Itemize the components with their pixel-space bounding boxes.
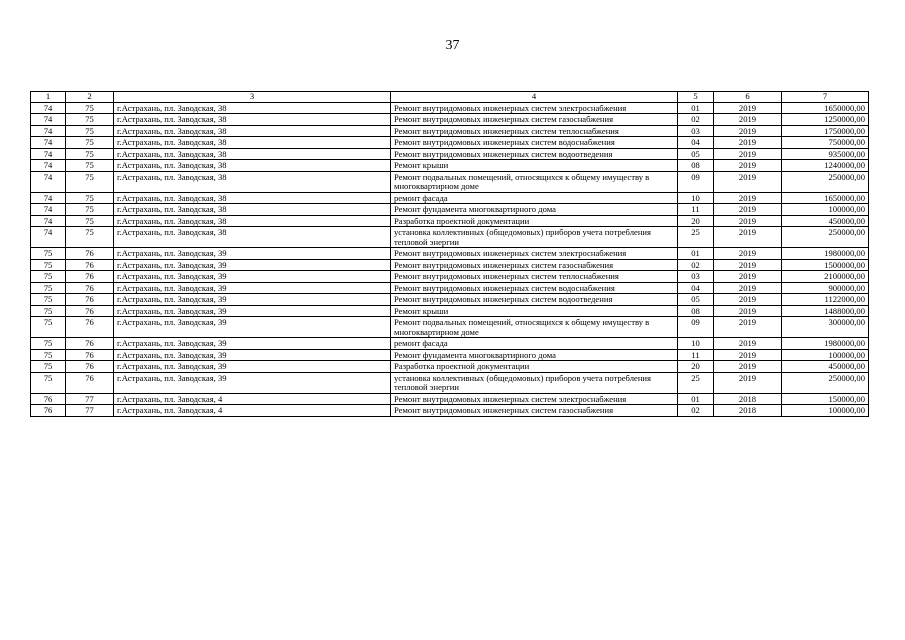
house-number-cell: 75 [66, 204, 114, 216]
row-number-cell: 74 [31, 125, 66, 137]
row-number-cell: 75 [31, 271, 66, 283]
table-row [31, 361, 869, 373]
table-row [31, 294, 869, 306]
house-number-cell: 76 [66, 317, 114, 338]
cost-cell: 1650000,00 [782, 192, 869, 204]
address-cell: г.Астрахань, пл. Заводская, 38 [114, 204, 391, 216]
table-row [31, 227, 869, 248]
work-code-cell: 08 [678, 305, 714, 317]
row-number-cell: 75 [31, 317, 66, 338]
work-type-cell: Ремонт внутридомовых инженерных систем теплоснабжения [391, 271, 678, 283]
work-type-cell: Ремонт внутридомовых инженерных систем газоснабжения [391, 259, 678, 271]
work-type-cell: установка коллективных (общедомовых) приборов учета потребления тепловой энергии [391, 227, 678, 248]
row-number-cell: 74 [31, 160, 66, 172]
address-cell: г.Астрахань, пл. Заводская, 39 [114, 294, 391, 306]
page-number: 37 [445, 38, 460, 53]
row-number-cell: 75 [31, 294, 66, 306]
row-number-cell: 74 [31, 215, 66, 227]
house-number-cell: 76 [66, 282, 114, 294]
cost-cell: 100000,00 [782, 349, 869, 361]
works-table [30, 91, 869, 417]
table-row [31, 338, 869, 350]
work-type-cell: Ремонт внутридомовых инженерных систем электроснабжения [391, 248, 678, 260]
work-type-cell: установка коллективных (общедомовых) приборов учета потребления тепловой энергии [391, 372, 678, 393]
work-code-cell: 04 [678, 282, 714, 294]
work-code-cell: 03 [678, 271, 714, 283]
work-type-cell: Ремонт внутридомовых инженерных систем водоотведения [391, 148, 678, 160]
work-code-cell: 25 [678, 372, 714, 393]
address-cell: г.Астрахань, пл. Заводская, 39 [114, 271, 391, 283]
year-cell: 2019 [714, 338, 782, 350]
year-cell: 2019 [714, 317, 782, 338]
table-row [31, 215, 869, 227]
table-row [31, 259, 869, 271]
address-cell: г.Астрахань, пл. Заводская, 38 [114, 215, 391, 227]
work-type-cell: Ремонт внутридомовых инженерных систем водоснабжения [391, 282, 678, 294]
year-cell: 2019 [714, 148, 782, 160]
row-number-cell: 76 [31, 405, 66, 417]
table-row [31, 393, 869, 405]
table-row [31, 137, 869, 149]
work-code-cell: 25 [678, 227, 714, 248]
work-code-cell: 03 [678, 125, 714, 137]
table-row [31, 271, 869, 283]
cost-cell: 100000,00 [782, 204, 869, 216]
table-row [31, 405, 869, 417]
address-cell: г.Астрахань, пл. Заводская, 38 [114, 148, 391, 160]
year-cell: 2019 [714, 137, 782, 149]
table-row [31, 171, 869, 192]
year-cell: 2019 [714, 271, 782, 283]
year-cell: 2019 [714, 259, 782, 271]
work-code-cell: 02 [678, 259, 714, 271]
cost-cell: 1650000,00 [782, 102, 869, 114]
cost-cell: 1488000,00 [782, 305, 869, 317]
row-number-cell: 74 [31, 192, 66, 204]
house-number-cell: 75 [66, 148, 114, 160]
row-number-cell: 74 [31, 137, 66, 149]
table-row [31, 148, 869, 160]
house-number-cell: 75 [66, 171, 114, 192]
address-cell: г.Астрахань, пл. Заводская, 38 [114, 125, 391, 137]
table-row [31, 102, 869, 114]
column-header: 1 [31, 92, 66, 103]
house-number-cell: 76 [66, 349, 114, 361]
column-header: 3 [114, 92, 391, 103]
address-cell: г.Астрахань, пл. Заводская, 39 [114, 349, 391, 361]
cost-cell: 250000,00 [782, 227, 869, 248]
house-number-cell: 75 [66, 192, 114, 204]
work-type-cell: Ремонт внутридомовых инженерных систем водоотведения [391, 294, 678, 306]
work-code-cell: 09 [678, 171, 714, 192]
column-header: 7 [782, 92, 869, 103]
work-code-cell: 01 [678, 102, 714, 114]
column-header: 6 [714, 92, 782, 103]
house-number-cell: 76 [66, 305, 114, 317]
work-type-cell: Ремонт фундамента многоквартирного дома [391, 204, 678, 216]
year-cell: 2018 [714, 393, 782, 405]
work-code-cell: 08 [678, 160, 714, 172]
work-type-cell: Ремонт подвальных помещений, относящихся к общему имуществу в многоквартирном доме [391, 317, 678, 338]
year-cell: 2019 [714, 372, 782, 393]
work-code-cell: 02 [678, 114, 714, 126]
address-cell: г.Астрахань, пл. Заводская, 38 [114, 102, 391, 114]
year-cell: 2019 [714, 294, 782, 306]
address-cell: г.Астрахань, пл. Заводская, 38 [114, 227, 391, 248]
row-number-cell: 74 [31, 204, 66, 216]
year-cell: 2019 [714, 361, 782, 373]
work-type-cell: Ремонт подвальных помещений, относящихся к общему имуществу в многоквартирном доме [391, 171, 678, 192]
house-number-cell: 76 [66, 361, 114, 373]
house-number-cell: 77 [66, 405, 114, 417]
row-number-cell: 75 [31, 282, 66, 294]
work-code-cell: 20 [678, 215, 714, 227]
year-cell: 2018 [714, 405, 782, 417]
address-cell: г.Астрахань, пл. Заводская, 39 [114, 248, 391, 260]
row-number-cell: 76 [31, 393, 66, 405]
work-type-cell: Ремонт внутридомовых инженерных систем электроснабжения [391, 393, 678, 405]
row-number-cell: 75 [31, 305, 66, 317]
work-code-cell: 20 [678, 361, 714, 373]
row-number-cell: 74 [31, 102, 66, 114]
work-type-cell: Ремонт крыши [391, 305, 678, 317]
cost-cell: 1250000,00 [782, 114, 869, 126]
year-cell: 2019 [714, 114, 782, 126]
row-number-cell: 74 [31, 171, 66, 192]
table-row [31, 248, 869, 260]
work-code-cell: 09 [678, 317, 714, 338]
house-number-cell: 75 [66, 114, 114, 126]
year-cell: 2019 [714, 215, 782, 227]
address-cell: г.Астрахань, пл. Заводская, 39 [114, 338, 391, 350]
work-type-cell: Ремонт внутридомовых инженерных систем водоснабжения [391, 137, 678, 149]
cost-cell: 1750000,00 [782, 125, 869, 137]
address-cell: г.Астрахань, пл. Заводская, 39 [114, 305, 391, 317]
table-row [31, 204, 869, 216]
cost-cell: 250000,00 [782, 171, 869, 192]
work-code-cell: 11 [678, 204, 714, 216]
cost-cell: 2100000,00 [782, 271, 869, 283]
address-cell: г.Астрахань, пл. Заводская, 4 [114, 405, 391, 417]
cost-cell: 300000,00 [782, 317, 869, 338]
work-code-cell: 05 [678, 294, 714, 306]
work-code-cell: 01 [678, 393, 714, 405]
work-type-cell: Разработка проектной документации [391, 361, 678, 373]
address-cell: г.Астрахань, пл. Заводская, 39 [114, 361, 391, 373]
column-header: 2 [66, 92, 114, 103]
work-code-cell: 11 [678, 349, 714, 361]
cost-cell: 150000,00 [782, 393, 869, 405]
table-row [31, 114, 869, 126]
cost-cell: 1240000,00 [782, 160, 869, 172]
work-type-cell: ремонт фасада [391, 192, 678, 204]
house-number-cell: 75 [66, 215, 114, 227]
address-cell: г.Астрахань, пл. Заводская, 38 [114, 114, 391, 126]
work-type-cell: Ремонт внутридомовых инженерных систем электроснабжения [391, 102, 678, 114]
table-row [31, 160, 869, 172]
work-code-cell: 01 [678, 248, 714, 260]
year-cell: 2019 [714, 160, 782, 172]
address-cell: г.Астрахань, пл. Заводская, 39 [114, 282, 391, 294]
work-code-cell: 10 [678, 338, 714, 350]
year-cell: 2019 [714, 227, 782, 248]
work-code-cell: 04 [678, 137, 714, 149]
row-number-cell: 75 [31, 349, 66, 361]
year-cell: 2019 [714, 204, 782, 216]
house-number-cell: 77 [66, 393, 114, 405]
table-row [31, 192, 869, 204]
house-number-cell: 75 [66, 137, 114, 149]
address-cell: г.Астрахань, пл. Заводская, 39 [114, 317, 391, 338]
work-type-cell: Разработка проектной документации [391, 215, 678, 227]
column-header: 5 [678, 92, 714, 103]
house-number-cell: 75 [66, 125, 114, 137]
house-number-cell: 75 [66, 160, 114, 172]
year-cell: 2019 [714, 248, 782, 260]
table-row [31, 305, 869, 317]
address-cell: г.Астрахань, пл. Заводская, 38 [114, 137, 391, 149]
house-number-cell: 76 [66, 338, 114, 350]
work-code-cell: 10 [678, 192, 714, 204]
cost-cell: 1122000,00 [782, 294, 869, 306]
table-header-row [31, 92, 869, 103]
house-number-cell: 75 [66, 102, 114, 114]
row-number-cell: 75 [31, 338, 66, 350]
work-code-cell: 05 [678, 148, 714, 160]
address-cell: г.Астрахань, пл. Заводская, 4 [114, 393, 391, 405]
year-cell: 2019 [714, 282, 782, 294]
work-type-cell: Ремонт фундамента многоквартирного дома [391, 349, 678, 361]
cost-cell: 450000,00 [782, 361, 869, 373]
house-number-cell: 76 [66, 248, 114, 260]
year-cell: 2019 [714, 171, 782, 192]
year-cell: 2019 [714, 125, 782, 137]
row-number-cell: 75 [31, 259, 66, 271]
table-row [31, 125, 869, 137]
house-number-cell: 76 [66, 372, 114, 393]
address-cell: г.Астрахань, пл. Заводская, 39 [114, 259, 391, 271]
work-type-cell: Ремонт внутридомовых инженерных систем газоснабжения [391, 405, 678, 417]
cost-cell: 750000,00 [782, 137, 869, 149]
table-row [31, 282, 869, 294]
house-number-cell: 76 [66, 294, 114, 306]
house-number-cell: 76 [66, 271, 114, 283]
cost-cell: 935000,00 [782, 148, 869, 160]
work-type-cell: Ремонт крыши [391, 160, 678, 172]
work-type-cell: Ремонт внутридомовых инженерных систем газоснабжения [391, 114, 678, 126]
row-number-cell: 75 [31, 248, 66, 260]
table-row [31, 372, 869, 393]
address-cell: г.Астрахань, пл. Заводская, 38 [114, 171, 391, 192]
work-type-cell: ремонт фасада [391, 338, 678, 350]
row-number-cell: 74 [31, 148, 66, 160]
year-cell: 2019 [714, 192, 782, 204]
table-body [31, 102, 869, 416]
cost-cell: 1980000,00 [782, 248, 869, 260]
year-cell: 2019 [714, 349, 782, 361]
cost-cell: 100000,00 [782, 405, 869, 417]
row-number-cell: 75 [31, 361, 66, 373]
work-code-cell: 02 [678, 405, 714, 417]
house-number-cell: 76 [66, 259, 114, 271]
year-cell: 2019 [714, 102, 782, 114]
work-type-cell: Ремонт внутридомовых инженерных систем теплоснабжения [391, 125, 678, 137]
address-cell: г.Астрахань, пл. Заводская, 38 [114, 160, 391, 172]
cost-cell: 1500000,00 [782, 259, 869, 271]
row-number-cell: 75 [31, 372, 66, 393]
address-cell: г.Астрахань, пл. Заводская, 39 [114, 372, 391, 393]
address-cell: г.Астрахань, пл. Заводская, 38 [114, 192, 391, 204]
table-row [31, 317, 869, 338]
cost-cell: 250000,00 [782, 372, 869, 393]
row-number-cell: 74 [31, 227, 66, 248]
row-number-cell: 74 [31, 114, 66, 126]
cost-cell: 900000,00 [782, 282, 869, 294]
house-number-cell: 75 [66, 227, 114, 248]
cost-cell: 450000,00 [782, 215, 869, 227]
year-cell: 2019 [714, 305, 782, 317]
cost-cell: 1980000,00 [782, 338, 869, 350]
column-header: 4 [391, 92, 678, 103]
table-row [31, 349, 869, 361]
